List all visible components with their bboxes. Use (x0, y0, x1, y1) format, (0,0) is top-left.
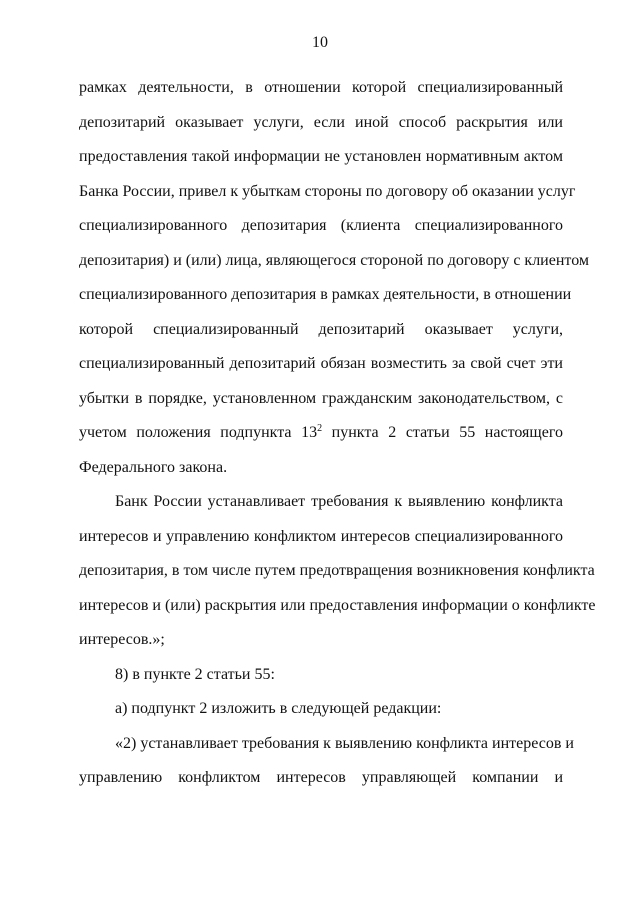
text-line: специализированного депозитария (клиента специализированного (79, 217, 563, 234)
paragraph-1 (79, 71, 590, 485)
text-line: «2) устанавливает требования к выявлению конфликта интересов и (115, 734, 574, 752)
text-line: рамках деятельности, в отношении которой специализированный (79, 79, 563, 96)
document-body (79, 71, 596, 796)
item-a: а) подпункт 2 изложить в следующей редакции: (115, 700, 442, 717)
text-line: депозитария) и (или) лица, являющегося стороной по договору с клиентом (79, 251, 590, 269)
superscript: 2 (317, 423, 323, 434)
text-segment: пункта 2 статьи 55 настоящего (322, 424, 563, 441)
item-8: 8) в пункте 2 статьи 55: (115, 665, 275, 683)
text-line: Федерального закона. (79, 458, 228, 476)
text-line: специализированный депозитарий обязан возместить за свой счет эти (79, 355, 563, 372)
text-line-with-superscript (79, 416, 563, 451)
text-line: Банка России, привел к убыткам стороны по договору об оказании услуг (79, 182, 576, 200)
page-number: 10 (312, 34, 328, 51)
text-line: депозитарий оказывает услуги, если иной способ раскрытия или (79, 113, 563, 131)
text-line: убытки в порядке, установленном гражданским законодательством, с (79, 389, 563, 407)
text-line: депозитария, в том числе путем предотвращения возникновения конфликта (79, 562, 595, 579)
text-line: интересов.»; (79, 631, 165, 648)
text-line: предоставления такой информации не установлен нормативным актом (79, 148, 563, 165)
text-line: интересов и (или) раскрытия или предоставления информации о конфликте (79, 596, 596, 614)
text-line: управлению конфликтом интересов управляющей компании и (79, 769, 563, 786)
paragraph-2 (79, 485, 596, 658)
text-segment: учетом положения подпункта 13 (79, 424, 318, 441)
text-line: интересов и управлению конфликтом интересов специализированного (79, 527, 563, 545)
text-line: Банк России устанавливает требования к выявлению конфликта (115, 493, 563, 510)
text-line: которой специализированный депозитарий оказывает услуги, (79, 320, 563, 338)
paragraph-3 (79, 727, 574, 796)
text-line: специализированного депозитария в рамках деятельности, в отношении (79, 286, 572, 303)
